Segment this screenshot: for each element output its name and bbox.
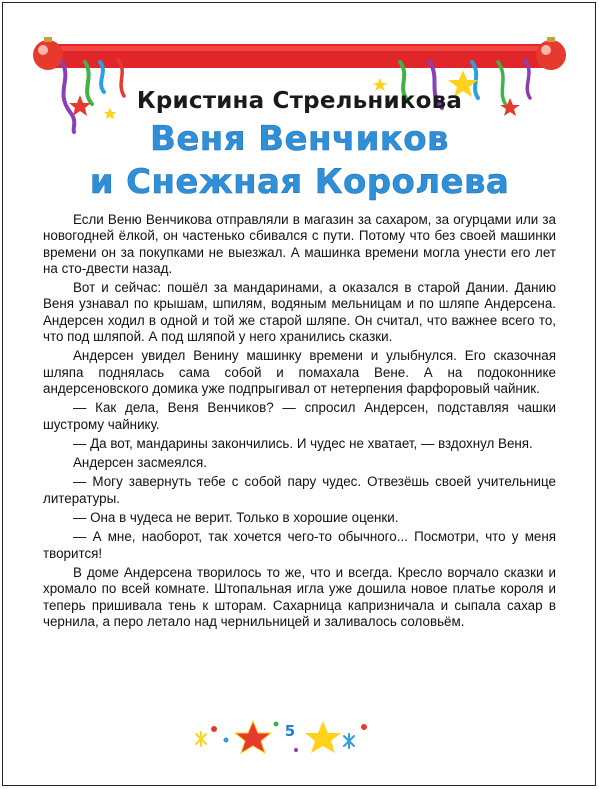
snowflake-icon [344,734,354,748]
ornament-ball-icon [536,37,566,70]
story-paragraph: — Могу завернуть тебе с собой пару чудес. Отвезёшь своей учительнице литературы. [43,474,556,506]
story-paragraph: В доме Андерсена творилось то же, что и всегда. Кресло ворчало сказки и хромало по всей комнате. Штопальная игла уже дошила новое платье короля и теперь пришивала тень к шторам. Сахарница капризничала и сыпала сахар в чернила, а перо летало над чернильницей и заливалось соловьём. [43,564,556,629]
confetti-dot [274,722,279,727]
author-name: Кристина Стрельникова [136,88,463,114]
story-paragraph: — А мне, наоборот, так хочется чего-то обычного... Посмотри, что у меня творится! [43,529,556,561]
story-text [43,212,556,633]
confetti-dot [361,724,367,730]
story-paragraph: — Да вот, мандарины закончились. И чудес не хватает, — вздохнул Веня. [73,435,533,451]
page-number: 5 [284,722,296,740]
story-paragraph: Андерсен увидел Венину машинку времени и улыбнулся. Его сказочная шляпа поднялась сама собой и помахала Вене. А на подоконнике андерсеновского домика уже подпрыгивал от нетерпения фарфоровый чайник. [43,348,556,396]
confetti-dot [294,748,298,752]
story-title-line-2: и Снежная Королева [89,162,510,202]
star-icon [305,721,341,753]
confetti-dot [224,738,229,743]
star-icon [235,721,271,753]
story-paragraph: Вот и сейчас: пошёл за мандаринами, а оказался в старой Дании. Данию Веня узнавал по крышам, шпилям, водяным мельницам и по шляпе Андерсена. Андерсен ходил в одной и той же старой шляпе. Он считал, что важнее всего то, что под шляпой. А под шляпой у него хранились сказки. [43,280,556,345]
story-paragraph: — Как дела, Веня Венчиков? — спросил Андерсен, подставляя чашки шустрому чайнику. [43,400,556,432]
story-paragraph: — Она в чудеса не верит. Только в хорошие оценки. [73,510,399,526]
footer-decoration [0,712,599,762]
ornament-ball-icon [33,37,63,70]
story-paragraph: Андерсен засмеялся. [73,455,207,471]
red-ribbon-highlight [52,46,547,51]
confetti-dot [211,726,217,732]
snowflake-icon [196,732,206,746]
story-title-line-1: Веня Венчиков [150,119,449,159]
story-paragraph: Если Веню Венчикова отправляли в магазин за сахаром, за огурцами или за новогодней ёлкой, он частенько сбивался с пути. Потому что без своей машинки времени он за покупками не выезжал. А машинка времени могла унести его лет на сто-двести назад. [43,212,556,276]
